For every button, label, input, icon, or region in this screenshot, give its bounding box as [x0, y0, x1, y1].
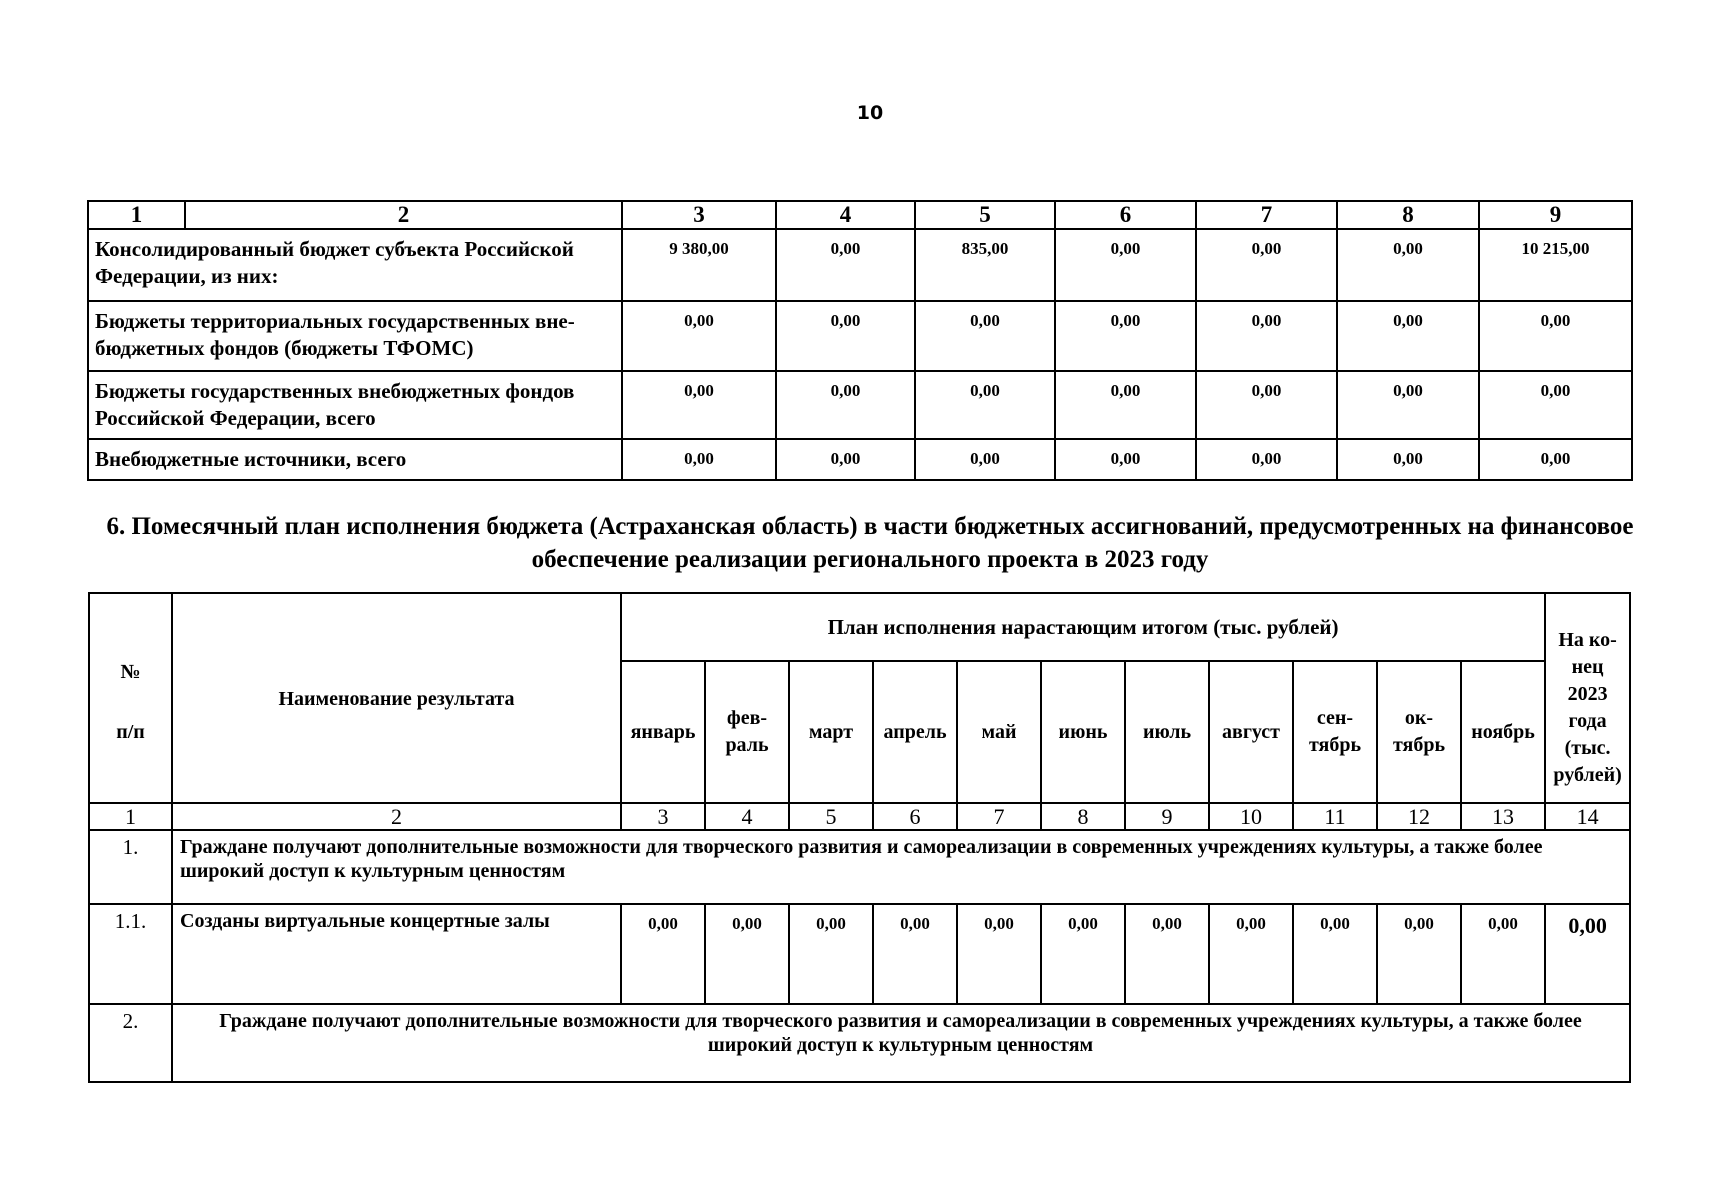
- row-label: Внебюджетные источники, всего: [88, 439, 622, 480]
- month-header: ноябрь: [1461, 661, 1545, 803]
- month-header: сен- тябрь: [1293, 661, 1377, 803]
- table2-row: [89, 904, 1630, 1004]
- value-cell: 0,00: [1545, 904, 1630, 1004]
- value-cell: 0,00: [776, 371, 915, 439]
- column-number: 2: [172, 803, 621, 830]
- month-header: январь: [621, 661, 705, 803]
- month-header: июль: [1125, 661, 1209, 803]
- value-cell: 0,00: [622, 371, 776, 439]
- section-title: 6. Помесячный план исполнения бюджета (Астраханская область) в части бюджетных ассигнований, предусмотренных на финансовое обеспечение реализации регионального проекта в 2023 году: [106, 513, 1634, 573]
- table1-header-cell: 7: [1196, 201, 1337, 229]
- value-cell: 10 215,00: [1479, 229, 1632, 301]
- table2-row: [89, 1004, 1630, 1082]
- value-cell: 0,00: [1055, 229, 1196, 301]
- row-index: 1.: [89, 830, 172, 904]
- value-cell: 0,00: [1041, 904, 1125, 1004]
- month-header: июнь: [1041, 661, 1125, 803]
- column-number: 14: [1545, 803, 1630, 830]
- table1-row: [88, 371, 1632, 439]
- plan-group-header: План исполнения нарастающим итогом (тыс. рублей): [621, 593, 1545, 661]
- value-cell: 0,00: [621, 904, 705, 1004]
- table1-header-row: [88, 201, 1632, 229]
- value-cell: 0,00: [915, 301, 1055, 371]
- row-index: 2.: [89, 1004, 172, 1082]
- value-cell: 0,00: [776, 301, 915, 371]
- value-cell: 0,00: [1196, 301, 1337, 371]
- monthly-plan-table: [88, 592, 1631, 1083]
- value-cell: 0,00: [1055, 371, 1196, 439]
- table2-header-row: [89, 593, 1630, 661]
- result-text: Граждане получают дополнительные возможности для творческого развития и самореализации в современных учреждениях культуры, а также более широкий доступ к культурным ценностям: [172, 1004, 1630, 1082]
- row-label: Консолидированный бюджет субъекта Российской Федерации, из них:: [88, 229, 622, 301]
- value-cell: 0,00: [1337, 229, 1479, 301]
- result-text: Созданы виртуальные концертные залы: [172, 904, 621, 1004]
- column-number: 11: [1293, 803, 1377, 830]
- value-cell: 0,00: [1337, 439, 1479, 480]
- value-cell: 0,00: [1479, 301, 1632, 371]
- value-cell: 0,00: [705, 904, 789, 1004]
- month-header: фев- раль: [705, 661, 789, 803]
- value-cell: 0,00: [789, 904, 873, 1004]
- value-cell: 0,00: [1196, 439, 1337, 480]
- month-header: апрель: [873, 661, 957, 803]
- table1-header-cell: 6: [1055, 201, 1196, 229]
- column-number: 10: [1209, 803, 1293, 830]
- month-header: март: [789, 661, 873, 803]
- column-number: 4: [705, 803, 789, 830]
- value-cell: 0,00: [873, 904, 957, 1004]
- col-name-header: Наименование результата: [172, 593, 621, 803]
- table1-row: [88, 439, 1632, 480]
- col-number-header: № п/п: [89, 593, 172, 803]
- column-number: 5: [789, 803, 873, 830]
- table1-header-cell: 5: [915, 201, 1055, 229]
- column-number: 7: [957, 803, 1041, 830]
- value-cell: 0,00: [1055, 301, 1196, 371]
- value-cell: 0,00: [1479, 371, 1632, 439]
- value-cell: 0,00: [1377, 904, 1461, 1004]
- value-cell: 0,00: [622, 439, 776, 480]
- value-cell: 0,00: [1125, 904, 1209, 1004]
- table1-header-cell: 9: [1479, 201, 1632, 229]
- month-header: ок- тябрь: [1377, 661, 1461, 803]
- column-number: 12: [1377, 803, 1461, 830]
- result-text: Граждане получают дополнительные возможности для творческого развития и самореализации в современных учреждениях культуры, а также более широкий доступ к культурным ценностям: [172, 830, 1630, 904]
- value-cell: 0,00: [776, 439, 915, 480]
- column-number: 3: [621, 803, 705, 830]
- table1-header-cell: 4: [776, 201, 915, 229]
- value-cell: 0,00: [915, 439, 1055, 480]
- value-cell: 0,00: [1337, 371, 1479, 439]
- value-cell: 0,00: [1337, 301, 1479, 371]
- table1-header-cell: 2: [185, 201, 622, 229]
- table2-row: [89, 830, 1630, 904]
- value-cell: 0,00: [1055, 439, 1196, 480]
- value-cell: 9 380,00: [622, 229, 776, 301]
- value-cell: 0,00: [1461, 904, 1545, 1004]
- year-end-header: На ко- нец 2023 года (тыс. рублей): [1545, 593, 1630, 803]
- row-index: 1.1.: [89, 904, 172, 1004]
- column-number: 13: [1461, 803, 1545, 830]
- row-label: Бюджеты государственных внебюджетных фондов Российской Федерации, всего: [88, 371, 622, 439]
- page-number: 10: [856, 102, 884, 124]
- column-number: 1: [89, 803, 172, 830]
- value-cell: 0,00: [915, 371, 1055, 439]
- table1-row: [88, 229, 1632, 301]
- month-header: май: [957, 661, 1041, 803]
- value-cell: 835,00: [915, 229, 1055, 301]
- table1-header-cell: 1: [88, 201, 185, 229]
- value-cell: 0,00: [776, 229, 915, 301]
- month-header: август: [1209, 661, 1293, 803]
- column-number: 9: [1125, 803, 1209, 830]
- table1-header-cell: 3: [622, 201, 776, 229]
- table1-header-cell: 8: [1337, 201, 1479, 229]
- value-cell: 0,00: [1209, 904, 1293, 1004]
- table1-row: [88, 301, 1632, 371]
- column-number: 8: [1041, 803, 1125, 830]
- column-number: 6: [873, 803, 957, 830]
- value-cell: 0,00: [1196, 229, 1337, 301]
- table2-number-row: [89, 803, 1630, 830]
- value-cell: 0,00: [622, 301, 776, 371]
- value-cell: 0,00: [1293, 904, 1377, 1004]
- value-cell: 0,00: [1196, 371, 1337, 439]
- row-label: Бюджеты территориальных государственных вне-бюджетных фондов (бюджеты ТФОМС): [88, 301, 622, 371]
- value-cell: 0,00: [1479, 439, 1632, 480]
- budget-sources-table: [87, 200, 1633, 481]
- value-cell: 0,00: [957, 904, 1041, 1004]
